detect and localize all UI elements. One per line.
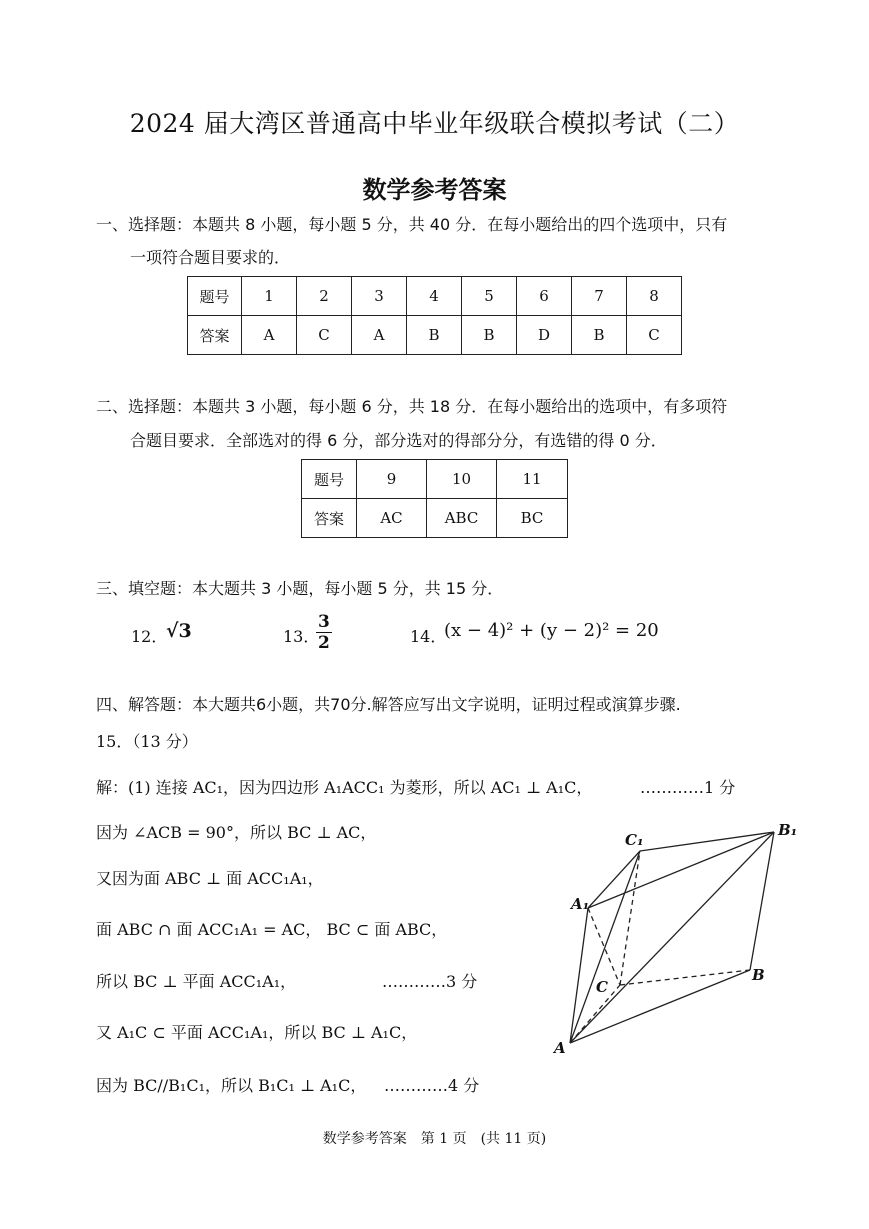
table-answer-label: 答案 (302, 499, 357, 538)
answer-key-subtitle: 数学参考答案 (362, 176, 507, 204)
label-b1: B₁ (778, 821, 798, 839)
section1-line2: 一项符合题目要求的． (130, 248, 291, 267)
answer-cell: C (297, 316, 352, 355)
edge-a1b1 (588, 832, 774, 908)
table-row (302, 460, 568, 499)
answer-cell: BC (497, 499, 568, 538)
question-number: 8 (627, 277, 682, 316)
solution-line: 又 A₁C ⊂ 平面 ACC₁A₁，所以 BC ⊥ A₁C， (96, 1023, 418, 1042)
q13-fraction (316, 612, 332, 653)
q13-numerator: 3 (318, 612, 330, 632)
table-header-label: 题号 (188, 277, 242, 316)
question-number: 9 (357, 460, 427, 499)
answer-cell: A (352, 316, 407, 355)
edge-ac (570, 985, 620, 1043)
question-number: 6 (517, 277, 572, 316)
answer-cell: ABC (427, 499, 497, 538)
label-a: A (554, 1039, 566, 1057)
answer-cell: B (462, 316, 517, 355)
q14-label: 14． (410, 627, 447, 646)
edge-cc1 (620, 851, 640, 985)
table-header-label: 题号 (302, 460, 357, 499)
question-number: 4 (407, 277, 462, 316)
score-mark: …………4 分 (384, 1076, 480, 1095)
solution-line: 又因为面 ABC ⊥ 面 ACC₁A₁， (96, 869, 324, 888)
question-number: 2 (297, 277, 352, 316)
table-answer-label: 答案 (188, 316, 242, 355)
q14-answer: (x − 4)² + (y − 2)² = 20 (444, 620, 659, 641)
question-number: 5 (462, 277, 517, 316)
label-c1: C₁ (625, 831, 644, 849)
section4-heading: 四、解答题：本大题共6小题，共70分.解答应写出文字说明，证明过程或演算步骤. (96, 695, 681, 714)
label-b: B (752, 966, 765, 984)
solution-line: 所以 BC ⊥ 平面 ACC₁A₁， (96, 972, 297, 991)
question-number: 1 (242, 277, 297, 316)
answer-cell: AC (357, 499, 427, 538)
answer-cell: C (627, 316, 682, 355)
table-row (188, 316, 682, 355)
answer-cell: B (407, 316, 462, 355)
answer-cell: A (242, 316, 297, 355)
question-number: 7 (572, 277, 627, 316)
exam-title: 2024 届大湾区普通高中毕业年级联合模拟考试（二） (129, 109, 740, 138)
edge-a1c1 (588, 851, 640, 908)
edge-a1a (570, 908, 588, 1043)
section3-heading: 三、填空题：本大题共 3 小题，每小题 5 分，共 15 分． (96, 579, 504, 598)
label-a1: A₁ (571, 895, 590, 913)
section2-answer-table (301, 459, 568, 538)
q12-answer: √3 (166, 620, 192, 642)
score-mark: …………3 分 (382, 972, 478, 991)
solution-line: 解：(1) 连接 AC₁，因为四边形 A₁ACC₁ 为菱形，所以 AC₁ ⊥ A₁C， (96, 778, 593, 797)
answer-cell: D (517, 316, 572, 355)
question-number: 11 (497, 460, 568, 499)
section1-answer-table (187, 276, 682, 355)
diag-ab1 (570, 832, 774, 1043)
question-number: 10 (427, 460, 497, 499)
section2-line2: 合题目要求．全部选对的得 6 分，部分选对的得部分分，有选错的得 0 分． (130, 431, 667, 450)
page-footer: 数学参考答案 第 1 页 (共 11 页) (322, 1131, 547, 1147)
solution-line: 面 ABC ∩ 面 ACC₁A₁ = AC， BC ⊂ 面 ABC， (96, 920, 448, 939)
label-c: C (596, 978, 608, 996)
score-mark: …………1 分 (640, 778, 736, 797)
question-number: 3 (352, 277, 407, 316)
section1-line1: 一、选择题：本题共 8 小题，每小题 5 分，共 40 分．在每小题给出的四个选项中，只有 (96, 215, 728, 234)
q13-label: 13． (283, 627, 320, 646)
section2-line1: 二、选择题：本题共 3 小题，每小题 6 分，共 18 分．在每小题给出的选项中，有多项符 (96, 397, 728, 416)
diag-ac1 (570, 851, 640, 1043)
prism-figure (540, 815, 810, 1060)
answer-cell: B (572, 316, 627, 355)
q13-denominator: 2 (318, 633, 330, 653)
solution-line: 因为 BC//B₁C₁，所以 B₁C₁ ⊥ A₁C， (96, 1076, 367, 1095)
solution-line: 因为 ∠ACB = 90°，所以 BC ⊥ AC， (96, 823, 377, 842)
edge-c1b1 (640, 832, 774, 851)
table-row (188, 277, 682, 316)
q12-label: 12． (131, 627, 168, 646)
q15-heading: 15．（13 分） (96, 732, 198, 751)
table-row (302, 499, 568, 538)
